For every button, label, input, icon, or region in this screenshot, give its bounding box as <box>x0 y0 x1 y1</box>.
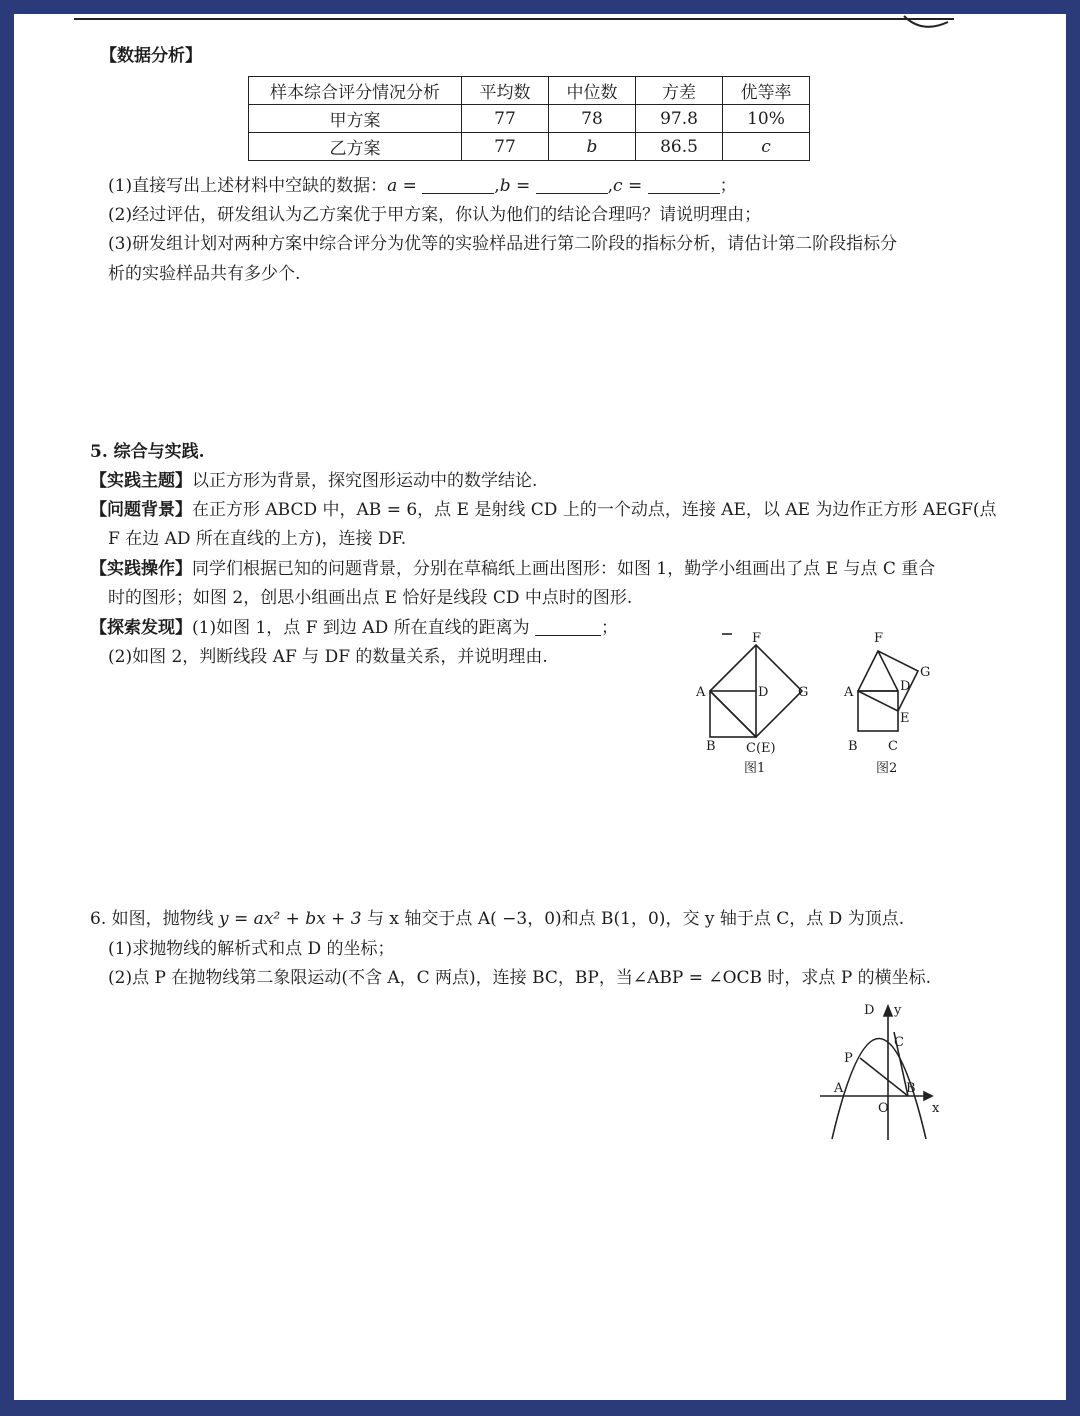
data-question-3-line2: 析的实验样品共有多少个. <box>108 264 301 284</box>
fig2-label-B: B <box>848 739 858 754</box>
parabola-label-x: x <box>932 1101 940 1116</box>
data-question-3-line1: (3)研发组计划对两种方案中综合评分为优等的实验样品进行第二阶段的指标分析，请估计第二阶段指标分 <box>108 234 898 254</box>
fig1-label-G: G <box>798 685 809 700</box>
problem5-operation-line2: 时的图形；如图 2，创思小组画出点 E 恰好是线段 CD 中点时的图形. <box>108 588 633 608</box>
table-cell: 10% <box>723 105 810 133</box>
fig2-label-D: D <box>900 679 911 694</box>
parabola-figure <box>814 994 946 1144</box>
data-question-2: (2)经过评估，研发组认为乙方案优于甲方案，你认为他们的结论合理吗？请说明理由； <box>108 205 762 225</box>
problem5-question-2: (2)如图 2，判断线段 AF 与 DF 的数量关系，并说明理由. <box>108 647 548 667</box>
answer-blank-c[interactable] <box>648 177 720 194</box>
fig2-label-A: A <box>844 685 854 700</box>
fig1-label-A: A <box>696 685 706 700</box>
problem6-title: 6. 如图，抛物线 y = ax² + bx + 3 与 x 轴交于点 A( −3，0)和点 B(1，0)，交 y 轴于点 C，点 D 为顶点. <box>90 909 905 929</box>
parabola-label-P: P <box>844 1051 853 1066</box>
parabola-label-D: D <box>864 1003 875 1018</box>
fig2-label-F: F <box>874 631 884 646</box>
parabola-label-A: A <box>834 1081 844 1096</box>
parabola-label-O: O <box>878 1101 889 1116</box>
fig1-label-F: F <box>752 631 762 646</box>
table-header-cell: 方差 <box>636 77 723 105</box>
fig2-label-E: E <box>900 711 910 726</box>
fig1-label-D: D <box>758 685 769 700</box>
problem6-question-1: (1)求抛物线的解析式和点 D 的坐标； <box>108 939 395 959</box>
answer-blank-b[interactable] <box>536 177 608 194</box>
table-cell: 乙方案 <box>249 133 462 161</box>
table-header-cell: 中位数 <box>549 77 636 105</box>
table-cell: 77 <box>462 105 549 133</box>
table-cell: c <box>723 133 810 161</box>
fig2-label-C: C <box>888 739 898 754</box>
figure-2 <box>842 614 952 774</box>
problem5-question-1: 【探索发现】(1)如图 1，点 F 到边 AD 所在直线的距离为 ； <box>90 618 619 638</box>
table-header-cell: 样本综合评分情况分析 <box>249 77 462 105</box>
problem6-question-2: (2)点 P 在抛物线第二象限运动(不含 A，C 两点)，连接 BC，BP，当∠ABP = ∠OCB 时，求点 P 的横坐标. <box>108 968 932 988</box>
parabola-label-y: y <box>894 1003 902 1018</box>
table-header-cell: 优等率 <box>723 77 810 105</box>
data-question-1: (1)直接写出上述材料中空缺的数据：a = ,b = ,c = ； <box>108 176 737 196</box>
table-cell: 86.5 <box>636 133 723 161</box>
parabola-label-C: C <box>894 1035 904 1050</box>
fig1-label-B: B <box>706 739 716 754</box>
top-rule <box>74 18 954 20</box>
table-header-cell: 平均数 <box>462 77 549 105</box>
data-analysis-heading: 【数据分析】 <box>100 46 202 66</box>
table-header-row <box>249 77 810 105</box>
table-cell: 77 <box>462 133 549 161</box>
table-cell: 78 <box>549 105 636 133</box>
figure-1 <box>694 614 824 774</box>
parabola-label-B: B <box>906 1081 916 1096</box>
fig1-label-CE: C(E) <box>746 741 776 756</box>
problem5-background-line1: 【问题背景】在正方形 ABCD 中，AB = 6，点 E 是射线 CD 上的一个动点，连接 AE，以 AE 为边作正方形 AEGF(点 <box>90 500 997 520</box>
answer-blank-distance[interactable] <box>535 619 601 636</box>
answer-blank-a[interactable] <box>422 177 494 194</box>
table-cell: 97.8 <box>636 105 723 133</box>
corner-arc <box>902 14 962 34</box>
fig1-caption: 图1 <box>744 761 766 774</box>
problem5-title: 5. 综合与实践. <box>90 442 205 462</box>
table-cell: 甲方案 <box>249 105 462 133</box>
problem5-theme: 【实践主题】以正方形为背景，探究图形运动中的数学结论. <box>90 471 538 491</box>
table-row <box>249 133 810 161</box>
problem5-background-line2: F 在边 AD 所在直线的上方)，连接 DF. <box>108 529 407 549</box>
fig2-caption: 图2 <box>876 761 898 774</box>
fig2-label-G: G <box>920 665 931 680</box>
stats-table <box>248 76 810 161</box>
table-row <box>249 105 810 133</box>
worksheet-page <box>14 14 1066 1400</box>
table-cell: b <box>549 133 636 161</box>
problem5-operation-line1: 【实践操作】同学们根据已知的问题背景，分别在草稿纸上画出图形：如图 1，勤学小组画出了点 E 与点 C 重合 <box>90 559 936 579</box>
